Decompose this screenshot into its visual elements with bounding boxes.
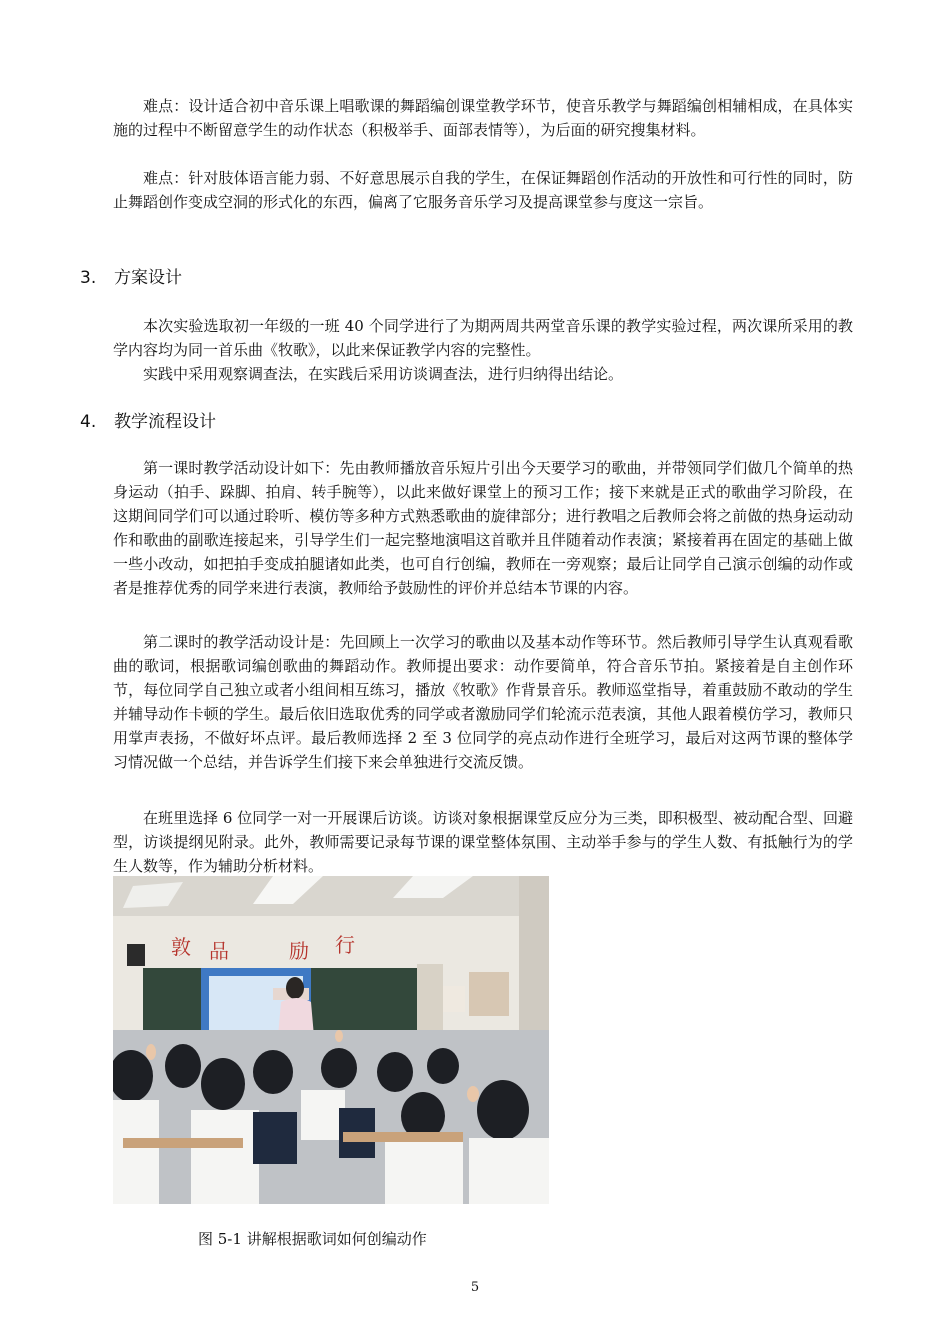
section-3-title: 方案设计 xyxy=(114,268,182,288)
section-4-paragraph-1: 第一课时教学活动设计如下：先由教师播放音乐短片引出今天要学习的歌曲，并带领同学们做几个简单的热身运动（拍手、跺脚、拍肩、转手腕等），以此来做好课堂上的预习工作；接下来就是正式的歌曲学习阶段，在这期间同学们可以通过聆听、模仿等多种方式熟悉歌曲的旋律部分；进行教唱之后教师会将之前做的热身运动动作和歌曲的副歌连接起来，引导学生们一起完整地演唱这首歌并且伴随着动作表演；紧接着再在固定的基础上做一些小改动，如把拍手变成拍腿诸如此类，也可自行创编，教师在一旁观察；最后让同学自己演示创编的动作或者是推荐优秀的同学来进行表演，教师给予鼓励性的评价并总结本节课的内容。 xyxy=(113,459,853,597)
section-3-paragraph-2: 实践中采用观察调查法，在实践后采用访谈调查法，进行归纳得出结论。 xyxy=(143,365,624,383)
banner-char-2: 品 xyxy=(209,939,229,963)
classroom-photo-illustration xyxy=(113,876,549,1204)
section-3-paragraph-1: 本次实验选取初一年级的一班 40 个同学进行了为期两周共两堂音乐课的教学实验过程，两次课所采用的教学内容均为同一首乐曲《牧歌》，以此来保证教学内容的完整性。 xyxy=(113,317,853,359)
classroom-photo xyxy=(113,876,549,1204)
section-4-paragraph-2: 第二课时的教学活动设计是：先回顾上一次学习的歌曲以及基本动作等环节。然后教师引导学生认真观看歌曲的歌词，根据歌词编创歌曲的舞蹈动作。教师提出要求：动作要简单，符合音乐节拍。紧接着是自主创作环节，每位同学自己独立或者小组间相互练习，播放《牧歌》作背景音乐。教师巡堂指导，着重鼓励不敢动的学生并辅导动作卡顿的学生。最后依旧选取优秀的同学或者激励同学们轮流示范表演，其他人跟着模仿学习，教师只用掌声表扬，不做好坏点评。最后教师选择 2 至 3 位同学的亮点动作进行全班学习，最后对这两节课的整体学习情况做一个总结，并告诉学生们接下来会单独进行交流反馈。 xyxy=(113,633,853,771)
section-3-number: 3. xyxy=(80,268,97,288)
section-3-heading xyxy=(80,266,182,290)
section-4-heading xyxy=(80,410,216,434)
page-number: 5 xyxy=(470,1280,480,1295)
banner-char-1: 敦 xyxy=(171,935,191,959)
section-4-number: 4. xyxy=(80,412,97,432)
banner-char-4: 行 xyxy=(335,933,355,957)
section-4-title: 教学流程设计 xyxy=(114,412,216,432)
paragraph-difficulty-1: 难点：设计适合初中音乐课上唱歌课的舞蹈编创课堂教学环节，使音乐教学与舞蹈编创相辅相成，在具体实施的过程中不断留意学生的动作状态（积极举手、面部表情等），为后面的研究搜集材料。 xyxy=(113,97,853,139)
paragraph-difficulty-2: 难点：针对肢体语言能力弱、不好意思展示自我的学生，在保证舞蹈创作活动的开放性和可行性的同时，防止舞蹈创作变成空洞的形式化的东西，偏离了它服务音乐学习及提高课堂参与度这一宗旨。 xyxy=(113,169,853,211)
banner-char-3: 励 xyxy=(289,939,309,963)
section-4-paragraph-3: 在班里选择 6 位同学一对一开展课后访谈。访谈对象根据课堂反应分为三类，即积极型、被动配合型、回避型，访谈提纲见附录。此外，教师需要记录每节课的课堂整体氛围、主动举手参与的学生人数、有抵触行为的学生人数等，作为辅助分析材料。 xyxy=(113,809,853,875)
figure-caption: 图 5-1 讲解根据歌词如何创编动作 xyxy=(198,1230,427,1248)
